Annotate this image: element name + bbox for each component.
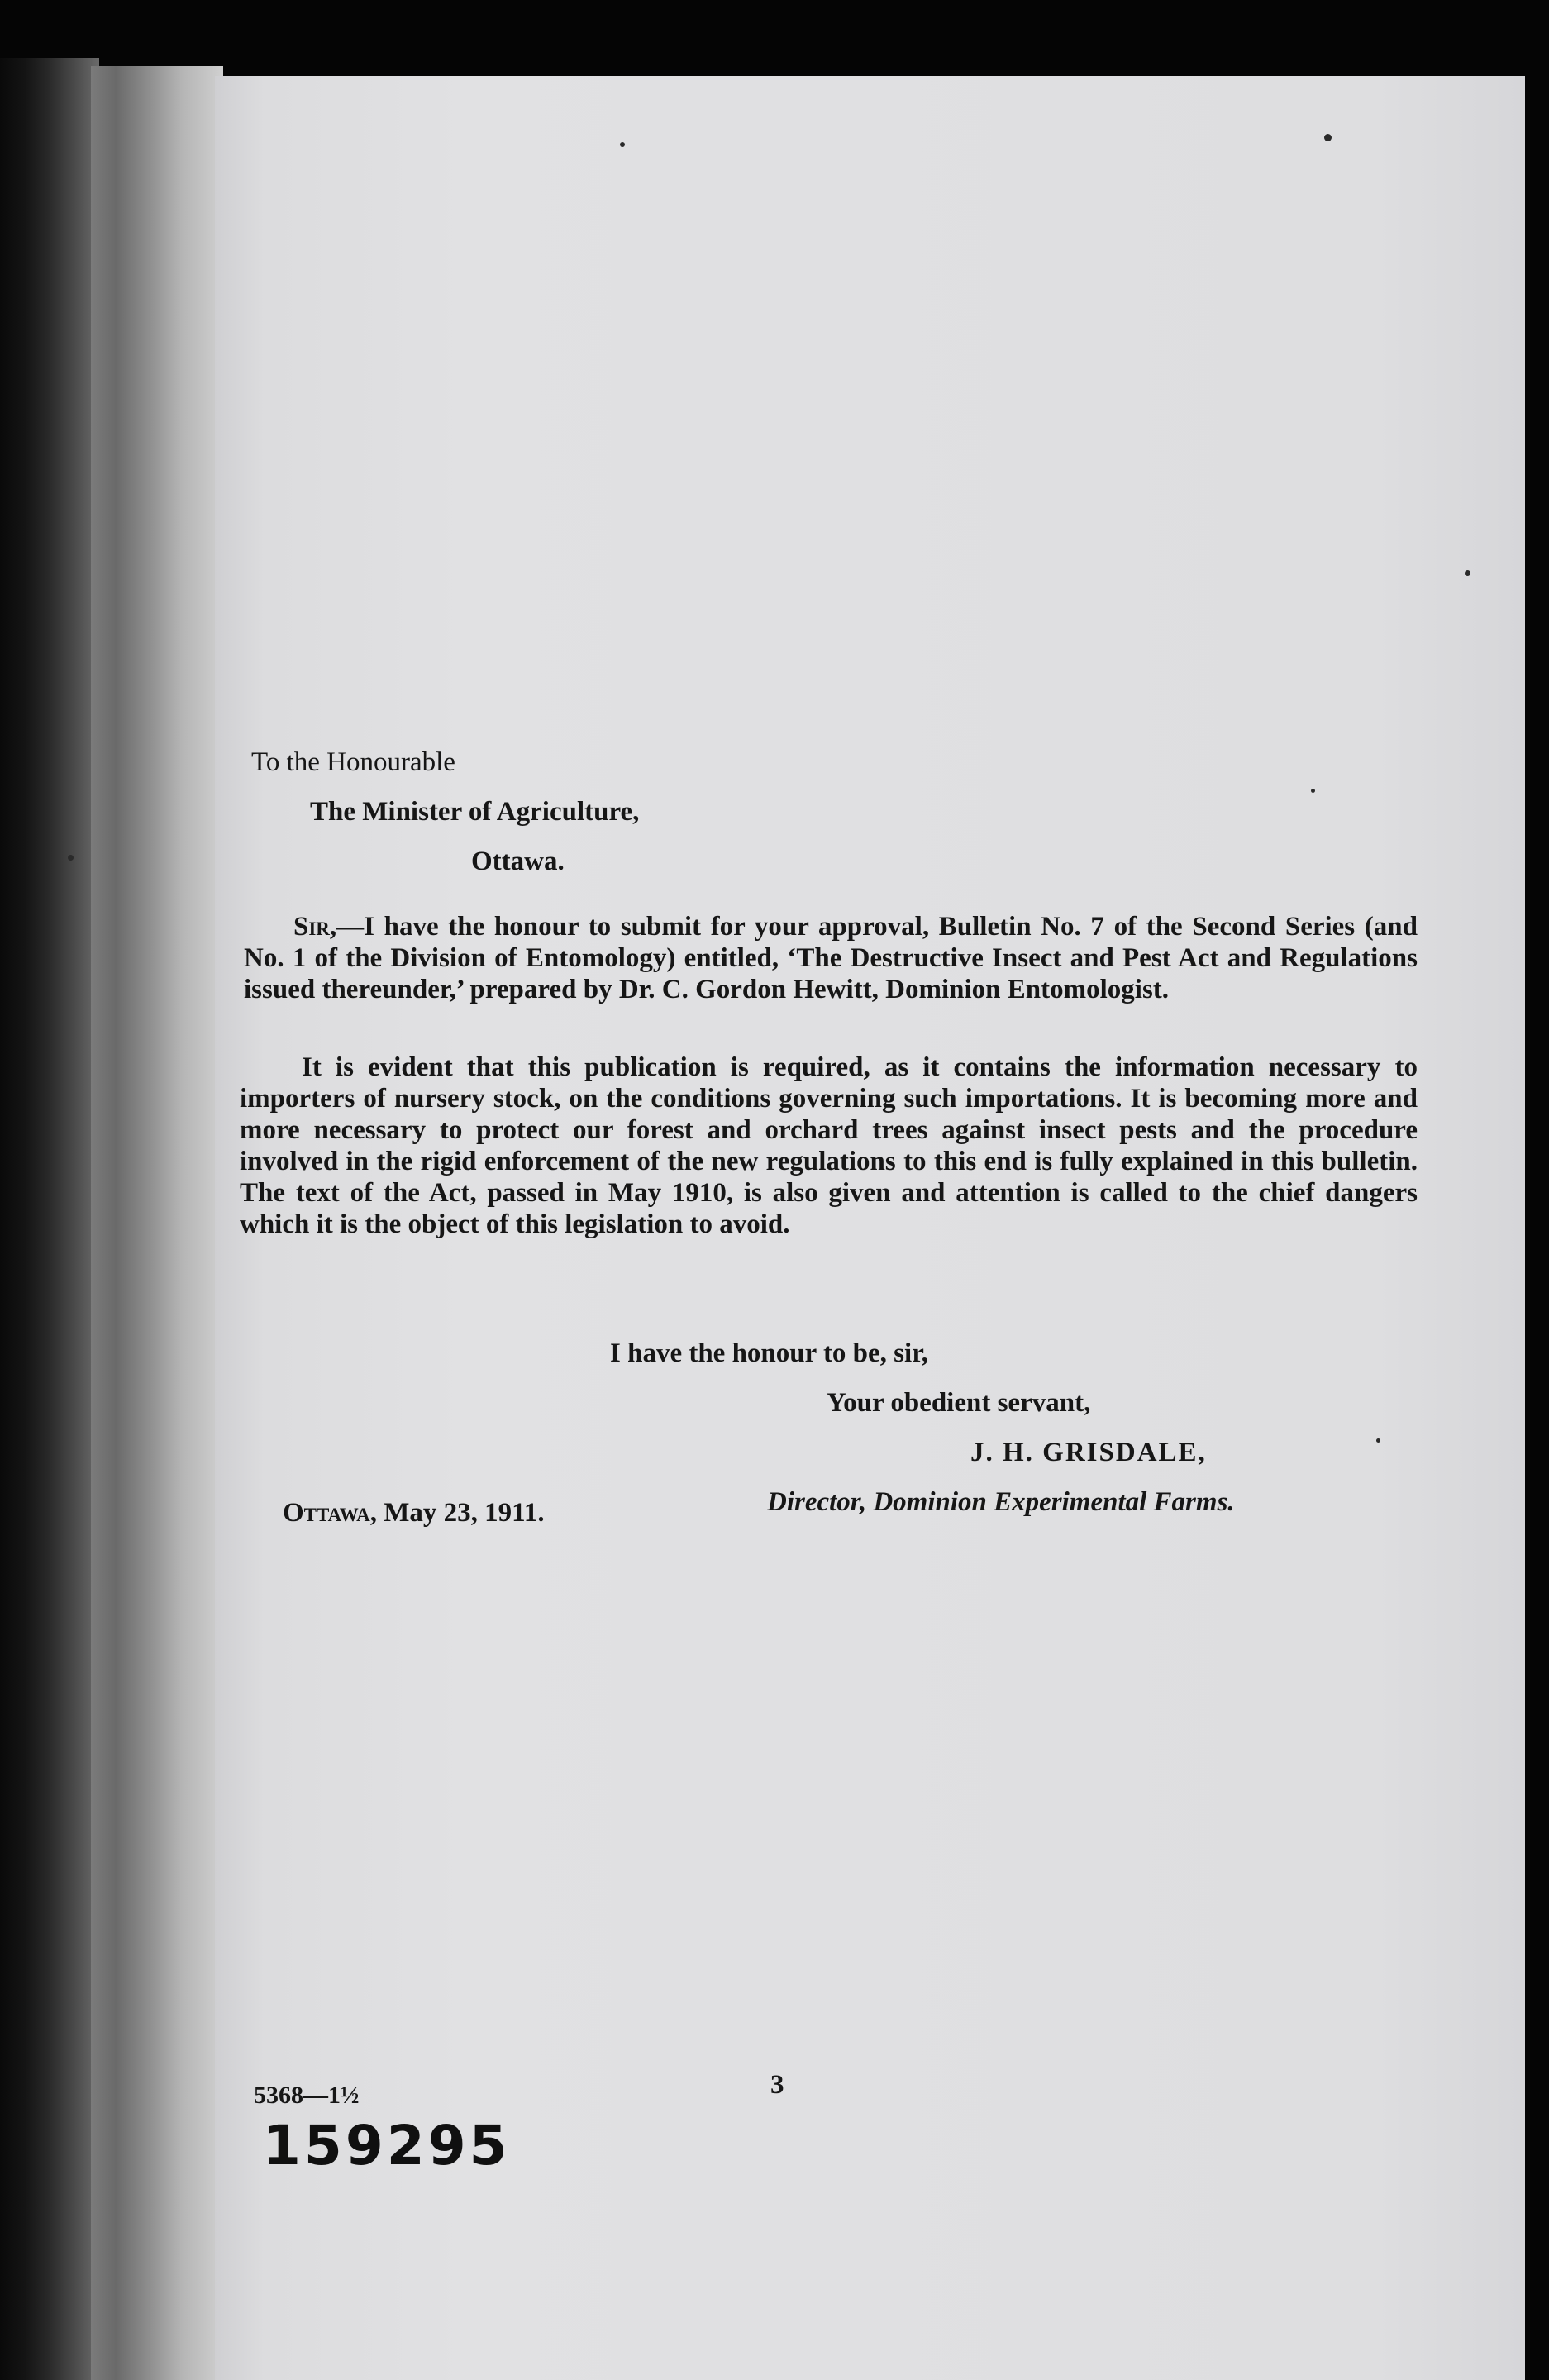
scan-border-top xyxy=(0,0,1549,76)
salutation: Sir, xyxy=(293,912,337,942)
letter-paragraph-1 xyxy=(244,911,1418,1005)
dust-speck xyxy=(1311,789,1315,793)
signature-name: J. H. GRISDALE, xyxy=(970,1438,1207,1467)
dust-speck xyxy=(1324,134,1332,141)
dateline: Ottawa, May 23, 1911. xyxy=(283,1498,545,1528)
page-number: 3 xyxy=(770,2070,784,2100)
dust-speck xyxy=(1465,570,1470,576)
address-line-2: The Minister of Agriculture, xyxy=(310,797,640,827)
book-spine-shadow xyxy=(91,66,223,2380)
paragraph-1-text: —I have the honour to submit for your approval, Bulletin No. 7 of the Second Series (and No. 1 of the Division of Entomology) entitled, ‘The Destructive Insect and Pest Act and Regulations issued thereunder,’ prepared by Dr. C. Gordon Hewitt, Dominion Entomologist. xyxy=(244,912,1418,1004)
closing-line-2: Your obedient servant, xyxy=(827,1388,1091,1418)
document-page xyxy=(215,76,1525,2380)
accession-stamp: 159295 xyxy=(263,2114,511,2177)
print-code: 5368—1½ xyxy=(254,2082,360,2109)
letter-paragraph-2: It is evident that this publication is required, as it contains the information necessary to importers of nursery stock, on the conditions governing such importations. It is becoming more and more necessary to protect our forest and orchard trees against insect pests and the procedure involved in the rigid enforcement of the new regulations to this end is fully explained in this bulletin. The text of the Act, passed in May 1910, is also given and attention is called to the chief dangers which it is the object of this legislation to avoid. xyxy=(240,1052,1418,1239)
dust-speck xyxy=(68,855,74,861)
address-line-1: To the Honourable xyxy=(251,747,455,777)
closing-line-1: I have the honour to be, sir, xyxy=(610,1338,929,1368)
dust-speck xyxy=(1376,1438,1380,1443)
signature-title: Director, Dominion Experimental Farms. xyxy=(767,1487,1235,1517)
dust-speck xyxy=(620,142,625,147)
scan-border-right xyxy=(1525,0,1549,2380)
scan-border-left xyxy=(0,58,99,2380)
dateline-date: May 23, 1911. xyxy=(384,1498,545,1528)
address-line-3: Ottawa. xyxy=(471,847,565,876)
dateline-place: Ottawa xyxy=(283,1498,370,1528)
